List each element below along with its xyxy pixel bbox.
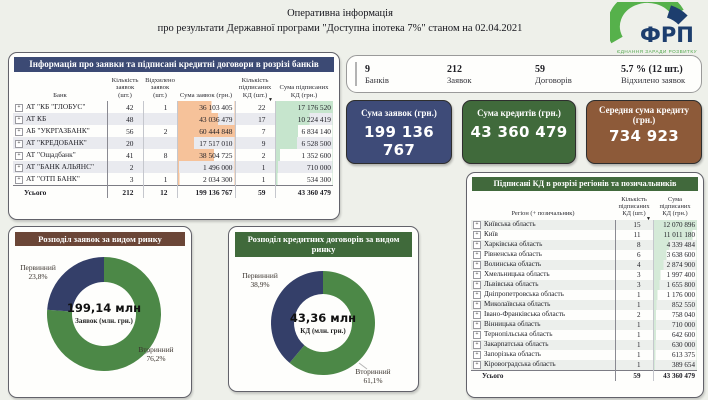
frp-logo-icon bbox=[610, 2, 704, 46]
region-row[interactable]: + Дніпропетровська область 1 1 176 000 bbox=[471, 290, 697, 300]
bank-row[interactable]: + АТ КБ 48 43 036 479 17 10 224 419 bbox=[13, 113, 333, 125]
expand-icon[interactable]: + bbox=[473, 241, 481, 249]
bank-row[interactable]: + АТ "Ощадбанк" 41 8 38 504 725 2 1 352 600 bbox=[13, 149, 333, 161]
bank-row[interactable]: + АТ "КБ "ГЛОБУС" 42 1 36 103 405 22 17 176 520 bbox=[13, 101, 333, 113]
sort-icon[interactable]: ▼ bbox=[646, 216, 651, 222]
expand-icon[interactable]: + bbox=[473, 281, 481, 289]
stats-accent-bar bbox=[355, 62, 357, 86]
donut-center-text: 43,36 млн КД (млн. грн.) bbox=[289, 311, 357, 335]
slice-label-secondary: Вторинний 61,1% bbox=[355, 367, 391, 386]
banks-table-card bbox=[8, 52, 340, 220]
region-total-row: Усього 59 43 360 479 bbox=[471, 370, 697, 381]
expand-icon[interactable]: + bbox=[473, 321, 481, 329]
col-applications[interactable]: Кількість заявок (шт.) bbox=[111, 76, 139, 99]
applications-donut-card bbox=[8, 226, 192, 398]
expand-icon[interactable]: + bbox=[473, 271, 481, 279]
page-title-line2: про результати Державної програми "Доступна іпотека 7%" станом на 02.04.2021 bbox=[157, 23, 523, 35]
expand-icon[interactable]: + bbox=[15, 128, 23, 136]
col-signed[interactable]: Кількість підписаних КД (шт.) ▼ bbox=[238, 76, 273, 104]
col-signed-sum[interactable]: Сума підписаних КД (грн.) bbox=[659, 196, 691, 218]
expand-icon[interactable]: + bbox=[15, 140, 23, 148]
slice-label-secondary: Вторинний 76,2% bbox=[138, 345, 174, 364]
frp-logo-tagline: ЄДНАННЯ ЗАРАДИ РОЗВИТКУ bbox=[616, 49, 698, 54]
expand-icon[interactable]: + bbox=[473, 311, 481, 319]
kpi-label: Сума кредитів (грн.) bbox=[477, 108, 561, 118]
region-row[interactable]: + Кіровоградська область 1 389 654 bbox=[471, 360, 697, 371]
expand-icon[interactable]: + bbox=[15, 164, 23, 172]
kpi-value: 734 923 bbox=[609, 126, 679, 145]
region-row[interactable]: + Львівська область 3 1 655 800 bbox=[471, 280, 697, 290]
stat-banks: 9 Банків bbox=[365, 63, 389, 85]
expand-icon[interactable]: + bbox=[15, 176, 23, 184]
region-row[interactable]: + Тернопільська область 1 642 600 bbox=[471, 330, 697, 340]
stat-agreements: 59 Договорів bbox=[535, 63, 572, 85]
expand-icon[interactable]: + bbox=[473, 341, 481, 349]
expand-icon[interactable]: + bbox=[15, 152, 23, 160]
region-row[interactable]: + Київ 11 11 011 180 bbox=[471, 230, 697, 240]
kpi-value: 199 136 767 bbox=[364, 123, 434, 160]
col-region[interactable]: Регіон (+ позичальник) bbox=[511, 210, 575, 218]
slice-label-primary: Первинний 23,8% bbox=[20, 263, 56, 282]
expand-icon[interactable]: + bbox=[473, 361, 481, 369]
expand-icon[interactable]: + bbox=[473, 351, 481, 359]
donut-center-text: 199,14 млн Заявок (млн. грн.) bbox=[66, 301, 142, 325]
sort-icon[interactable]: ▼ bbox=[268, 98, 273, 104]
expand-icon[interactable]: + bbox=[15, 104, 23, 112]
kpi-average-credit bbox=[586, 100, 702, 164]
stat-rejected: 5.7 % (12 шт.) Відхилено заявок bbox=[621, 63, 686, 85]
page-title bbox=[100, 6, 580, 36]
bank-row[interactable]: + АБ "УКРГАЗБАНК" 56 2 60 444 848 7 6 834 140 bbox=[13, 125, 333, 137]
bank-row[interactable]: + АТ "ОТП БАНК" 3 1 2 034 300 1 534 300 bbox=[13, 173, 333, 186]
kpi-value: 43 360 479 bbox=[470, 123, 568, 142]
bank-row[interactable]: + АТ "КРЕДОБАНК" 20 17 517 010 9 6 528 500 bbox=[13, 137, 333, 149]
expand-icon[interactable]: + bbox=[15, 116, 23, 124]
stats-strip bbox=[346, 55, 702, 93]
expand-icon[interactable]: + bbox=[473, 251, 481, 259]
region-row[interactable]: + Миколаївська область 1 852 550 bbox=[471, 300, 697, 310]
region-row[interactable]: + Київська область 15 12 070 896 bbox=[471, 220, 697, 230]
donut-title: Розподіл кредитних договорів за видом ринку bbox=[235, 232, 412, 257]
region-row[interactable]: + Закарпатська область 1 630 000 bbox=[471, 340, 697, 350]
expand-icon[interactable]: + bbox=[473, 221, 481, 229]
region-table-card bbox=[466, 172, 704, 398]
page-title-line1: Оперативна інформація bbox=[287, 8, 393, 19]
region-row[interactable]: + Вінницька область 1 710 000 bbox=[471, 320, 697, 330]
region-row[interactable]: + Хмельницька область 3 1 997 400 bbox=[471, 270, 697, 280]
col-rejected[interactable]: Відхилено заявок (шт.) bbox=[145, 76, 175, 99]
kpi-label: Сума заявок (грн.) bbox=[361, 108, 437, 118]
kpi-credits-sum bbox=[462, 100, 576, 164]
expand-icon[interactable]: + bbox=[473, 331, 481, 339]
banks-table bbox=[13, 76, 333, 199]
region-row[interactable]: + Рівненська область 6 3 638 600 bbox=[471, 250, 697, 260]
kpi-applications-sum bbox=[346, 100, 452, 164]
expand-icon[interactable]: + bbox=[473, 231, 481, 239]
bank-row[interactable]: + АТ "БАНК АЛЬЯНС" 2 1 496 000 1 710 000 bbox=[13, 161, 333, 173]
region-row[interactable]: + Харківська область 8 4 339 484 bbox=[471, 240, 697, 250]
col-signed-count[interactable]: Кількість підписаних КД (шт.) ▼ bbox=[618, 196, 651, 222]
bank-total-row: Усього 212 12 199 136 767 59 43 360 479 bbox=[13, 186, 333, 199]
banks-table-header-row bbox=[13, 76, 333, 102]
region-table-title: Підписані КД в розрізі регіонів та позичальників bbox=[472, 177, 698, 191]
region-row[interactable]: + Волинська область 4 2 874 900 bbox=[471, 260, 697, 270]
slice-label-primary: Первинний 38,9% bbox=[242, 271, 278, 290]
svg-text:ФРП: ФРП bbox=[640, 23, 694, 46]
banks-table-title: Інформація про заявки та підписані кредитні договори в розрізі банків bbox=[14, 57, 334, 72]
expand-icon[interactable]: + bbox=[473, 301, 481, 309]
expand-icon[interactable]: + bbox=[473, 261, 481, 269]
region-row[interactable]: + Запорізька область 1 613 375 bbox=[471, 350, 697, 360]
col-signed-sum[interactable]: Сума підписаних КД (грн.) bbox=[279, 84, 329, 99]
region-row[interactable]: + Івано-Франківська область 2 758 040 bbox=[471, 310, 697, 320]
col-app-sum[interactable]: Сума заявок (грн.) bbox=[179, 91, 233, 99]
frp-logo bbox=[610, 2, 704, 52]
kpi-label: Середня сума кредиту (грн.) bbox=[598, 105, 690, 126]
stat-applications: 212 Заявок bbox=[447, 63, 472, 85]
agreements-donut-card bbox=[228, 226, 419, 392]
expand-icon[interactable]: + bbox=[473, 291, 481, 299]
region-table-header-row bbox=[471, 195, 697, 220]
donut-title: Розподіл заявок за видом ринку bbox=[15, 232, 185, 246]
col-bank[interactable]: Банк bbox=[53, 91, 67, 99]
region-table bbox=[471, 195, 697, 381]
